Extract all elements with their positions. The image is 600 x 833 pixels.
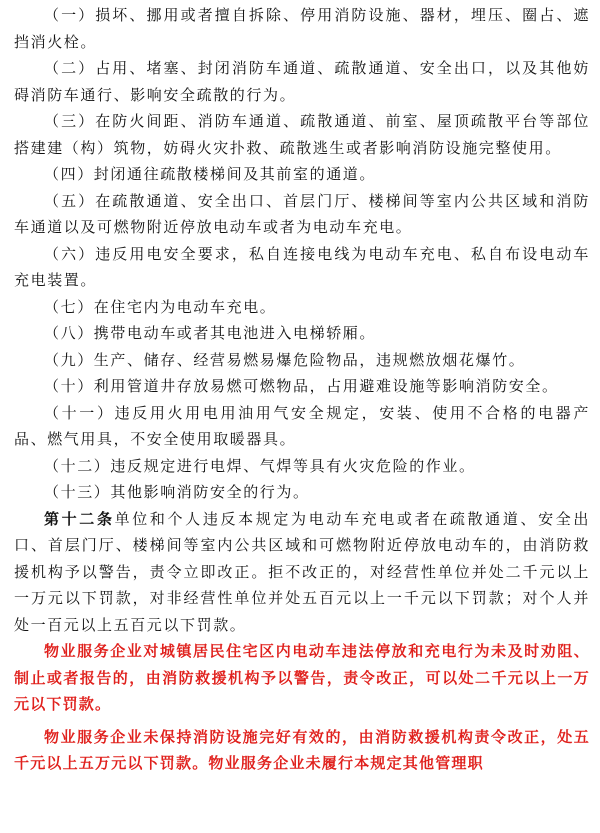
red-paragraph-2: 物业服务企业未保持消防设施完好有效的，由消防救援机构责令改正，处五千元以上五万元以下罚款。物业服务企业未履行本规定其他管理职 [14, 727, 590, 772]
list-item-4: （四）封闭通往疏散楼梯间及其前室的通道。 [44, 165, 377, 183]
red-paragraph-1: 物业服务企业对城镇居民住宅区内电动车违法停放和充电行为未及时劝阻、制止或者报告的，由消防救援机构予以警告，责令改正，可以处二千元以上一万元以下罚款。 [14, 642, 590, 713]
list-item-3: （三）在防火间距、消防车通道、疏散通道、前室、屋顶疏散平台等部位搭建建（构）筑物，妨碍火灾扑救、疏散逃生或者影响消防设施完整使用。 [14, 112, 590, 157]
list-item-1: （一）损坏、挪用或者擅自拆除、停用消防设施、器材，埋压、圈占、遮挡消火栓。 [14, 6, 590, 51]
article-12-label: 第十二条 [44, 509, 115, 528]
article-12-text: 单位和个人违反本规定为电动车充电或者在疏散通道、安全出口、首层门厅、楼梯间等室内公共区域和可燃物附近停放电动车的，由消防救援机构予以警告，责令立即改正。拒不改正的，对经营性单位并处二千元以上一万元以下罚款，对非经营性单位并处五百元以上一千元以下罚款；对个人并处一百元以上五百元以下罚款。 [14, 509, 591, 634]
list-item-9: （九）生产、储存、经营易燃易爆危险物品，违规燃放烟花爆竹。 [44, 350, 526, 369]
list-item-12: （十二）违反规定进行电焊、气焊等具有火灾危险的作业。 [44, 456, 476, 475]
article-12-paragraph [14, 506, 590, 639]
list-item-13: （十三）其他影响消防安全的行为。 [44, 483, 310, 501]
list-item-6: （六）违反用电安全要求，私自连接电线为电动车充电、私自布设电动车充电装置。 [14, 244, 590, 289]
list-item-5: （五）在疏散通道、安全出口、首层门厅、楼梯间等室内公共区域和消防车通道以及可燃物附近停放电动车或者为电动车充电。 [14, 191, 590, 236]
list-item-2: （二）占用、堵塞、封闭消防车通道、疏散通道、安全出口，以及其他妨碍消防车通行、影响安全疏散的行为。 [14, 59, 590, 104]
list-item-10: （十）利用管道井存放易燃可燃物品，占用避难设施等影响消防安全。 [44, 377, 559, 395]
list-item-11: （十一）违反用火用电用油用气安全规定，安装、使用不合格的电器产品、燃气用具，不安全使用取暖器具。 [14, 403, 590, 448]
list-item-7: （七）在住宅内为电动车充电。 [44, 297, 277, 316]
list-item-8: （八）携带电动车或者其电池进入电梯轿厢。 [44, 324, 377, 342]
